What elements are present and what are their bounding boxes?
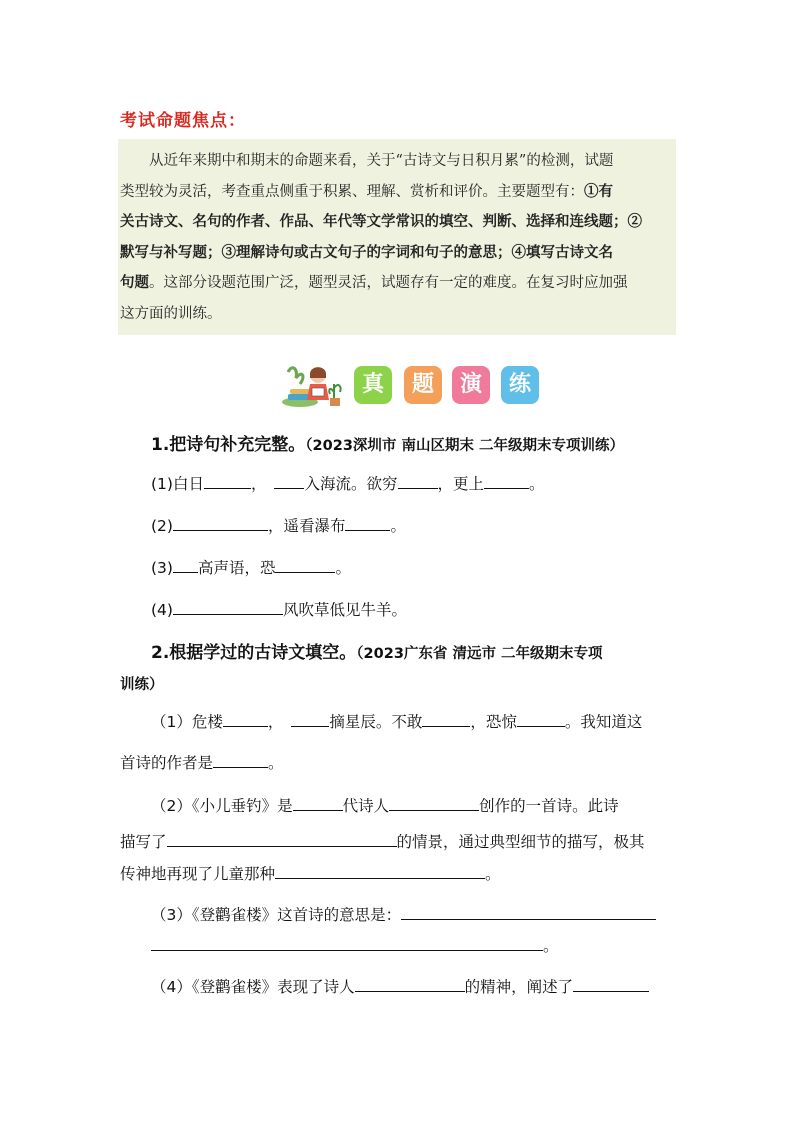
q1-4-text-b: 风吹草低见牛羊。 [282,601,407,619]
q1-heading: 1.把诗句补充完整。 [151,435,306,455]
answer-blank[interactable] [401,906,656,920]
focus-line-2b: ①有 [584,182,613,200]
answer-blank[interactable] [293,797,343,811]
banner-tile-4: 练 [501,366,539,404]
q1-1-text-a: (1)白日 [151,475,204,493]
q2-2-text-b: 代诗人 [342,797,390,815]
q2-2-text-a: （2）《小儿垂钓》是 [151,797,293,815]
answer-blank[interactable] [173,559,198,573]
q1-title [151,430,624,455]
q2-item-1-cont [120,751,284,773]
q2-1-text-c: 摘星辰。不敢 [329,713,423,731]
answer-blank[interactable] [345,517,390,531]
answer-blank[interactable] [573,978,649,992]
banner-tile-2: 题 [404,366,442,404]
q2-source-cont: 训练） [120,677,164,693]
q2-1-text-f: 首诗的作者是 [120,754,214,772]
banner-tile-1: 真 [354,366,392,404]
q2-item-2-cont2 [120,862,501,884]
answer-blank[interactable] [274,475,304,489]
q2-2-text-c: 创作的一首诗。此诗 [479,797,619,815]
q2-heading: 2.根据学过的古诗文填空。 [151,643,357,663]
q2-2-text-g: 。 [485,865,501,883]
q2-4-text-a: （4）《登鹳雀楼》表现了诗人 [151,978,355,996]
q2-1-text-e: 。我知道这 [564,713,643,731]
q2-item-2-cont1 [120,830,645,852]
banner-tile-3: 演 [452,366,490,404]
q1-3-text-c: 。 [335,559,351,577]
answer-blank[interactable] [291,713,329,727]
practice-banner [282,362,542,408]
q2-item-4 [151,975,649,997]
q2-2-text-f: 传神地再现了儿童那种 [120,865,276,883]
q2-4-text-b: 的精神，阐述了 [464,978,574,996]
reading-girl-icon [282,362,346,408]
answer-blank[interactable] [151,937,543,951]
q2-1-text-a: （1）危楼 [151,713,223,731]
q1-2-text-b: ，遥看瀑布 [267,517,346,535]
q2-item-3 [151,903,656,925]
q1-1-text-e: 。 [529,475,545,493]
q2-title-cont [120,673,164,694]
q1-1-text-d: ，更上 [437,475,485,493]
q2-3-text-a: （3）《登鹳雀楼》这首诗的意思是： [151,906,402,924]
q1-2-text-c: 。 [390,517,406,535]
q1-3-text-a: (3) [151,559,173,577]
q2-title [151,638,603,663]
q2-item-2 [151,794,619,816]
focus-line-5a: 句题 [120,274,149,292]
answer-blank[interactable] [223,713,268,727]
answer-blank[interactable] [173,601,283,615]
focus-line-2 [120,177,692,208]
q2-item-3-cont [151,934,559,956]
focus-line-4b: 默写与补写题；③理解诗句或古文句子的字词和句子的意思；④填写古诗文名 [120,243,613,261]
focus-line-5b: 。这部分设题范围广泛，题型灵活，试题存有一定的难度。在复习时应加强 [149,275,628,292]
q1-3-text-b: 高声语，恐 [197,559,276,577]
q1-1-text-b: ， [250,475,267,493]
focus-line-1: 从近年来期中和期末的命题来看，关于“古诗文与日积月累”的检测，试题 [149,153,614,169]
q1-1-text-c: 入海流。欲穷 [304,475,398,493]
q2-2-text-e: 的情景，通过典型细节的描写，极其 [396,833,645,851]
answer-blank[interactable] [167,833,397,847]
answer-blank[interactable] [398,475,438,489]
q2-1-text-d: ，恐惊 [470,713,517,731]
q2-1-text-b: ， [267,713,284,731]
answer-blank[interactable] [389,797,479,811]
focus-line-3b: 关古诗文、名句的作者、作品、年代等文学常识的填空、判断、选择和连线题；② [120,213,642,231]
answer-blank[interactable] [173,517,268,531]
q1-item-3 [151,556,351,578]
answer-blank[interactable] [204,475,251,489]
answer-blank[interactable] [213,754,268,768]
q2-source: （2023广东省 清远市 二年级期末专项 [356,646,603,662]
exam-focus-title: 考试命题焦点： [120,111,246,131]
focus-line-5 [120,268,692,299]
answer-blank[interactable] [517,713,565,727]
answer-blank[interactable] [275,865,485,879]
q1-item-1 [151,472,545,494]
q1-item-4 [151,598,407,620]
q1-4-text-a: (4) [151,601,173,619]
q2-2-text-d: 描写了 [120,833,167,851]
focus-line-2a: 类型较为灵活，考查重点侧重于积累、理解、赏析和评价。主要题型有： [120,183,584,200]
answer-blank[interactable] [355,978,465,992]
q1-2-text-a: (2) [151,517,173,535]
q2-3-text-b: 。 [543,937,559,955]
q1-source: （2023深圳市 南山区期末 二年级期末专项训练） [305,438,624,454]
focus-line-6: 这方面的训练。 [120,305,222,322]
q1-item-2 [151,514,406,536]
answer-blank[interactable] [484,475,529,489]
answer-blank[interactable] [275,559,335,573]
q2-1-text-g: 。 [268,754,284,772]
focus-line-3 [120,207,692,238]
answer-blank[interactable] [422,713,470,727]
exam-focus-text [120,146,692,330]
q2-item-1 [151,710,642,732]
focus-line-4 [120,238,692,269]
